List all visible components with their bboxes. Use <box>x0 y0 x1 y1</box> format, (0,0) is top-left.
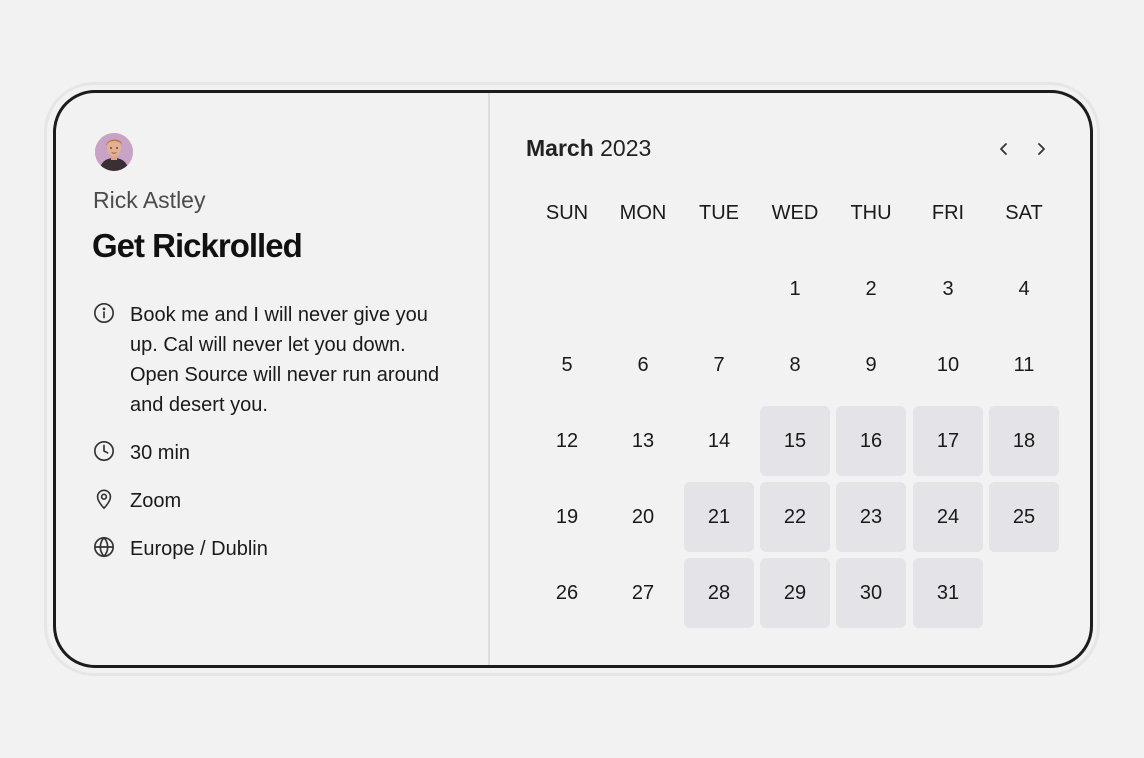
weekday-sun: SUN <box>545 202 589 224</box>
calendar-day: 8 <box>789 353 801 376</box>
calendar-day-available[interactable]: 23 <box>836 482 906 552</box>
booking-card <box>53 90 1093 668</box>
weekday-sat: SAT <box>1005 202 1043 224</box>
calendar-day-available[interactable]: 28 <box>684 558 754 628</box>
calendar-day: 7 <box>713 353 725 376</box>
calendar-day-available[interactable]: 15 <box>760 406 830 476</box>
calendar-day: 20 <box>631 505 655 528</box>
calendar-day: 10 <box>936 353 960 376</box>
event-duration-row <box>93 438 190 468</box>
calendar-day: 14 <box>707 429 731 452</box>
chevron-left-icon <box>997 142 1011 156</box>
calendar-day-available[interactable]: 31 <box>913 558 983 628</box>
event-title: Get Rickrolled <box>92 227 302 264</box>
event-description-row <box>93 300 450 420</box>
event-location: Zoom <box>130 490 182 512</box>
calendar-day-available[interactable]: 25 <box>989 482 1059 552</box>
event-location-row <box>93 486 181 516</box>
calendar-day-available[interactable]: 21 <box>684 482 754 552</box>
calendar-day-available[interactable]: 24 <box>913 482 983 552</box>
calendar-day: 1 <box>789 277 801 300</box>
calendar-day-available[interactable]: 30 <box>836 558 906 628</box>
clock-icon <box>93 440 115 462</box>
calendar-day: 3 <box>942 277 954 300</box>
event-duration: 30 min <box>130 442 191 464</box>
host-avatar <box>95 133 133 171</box>
info-icon <box>93 302 115 324</box>
weekday-thu: THU <box>850 202 892 224</box>
event-info-panel <box>56 93 490 665</box>
weekday-tue: TUE <box>699 202 739 224</box>
calendar-day-available[interactable]: 16 <box>836 406 906 476</box>
event-timezone: Europe / Dublin <box>130 538 268 560</box>
host-name: Rick Astley <box>93 187 206 213</box>
event-description: Book me and I will never give you up. Cal will never let you down. Open Source will never run around and desert you. <box>130 304 440 416</box>
calendar-day: 2 <box>865 277 877 300</box>
calendar-month-year <box>526 135 651 162</box>
calendar-panel <box>492 93 1090 665</box>
calendar-year: 2023 <box>600 135 652 161</box>
map-pin-icon <box>93 488 115 510</box>
weekday-wed: WED <box>771 202 819 224</box>
calendar-month: March <box>526 135 594 161</box>
calendar-day: 9 <box>865 353 877 376</box>
calendar-day-available[interactable]: 22 <box>760 482 830 552</box>
calendar-day-available[interactable]: 17 <box>913 406 983 476</box>
calendar-day: 19 <box>555 505 579 528</box>
calendar-day: 12 <box>555 429 579 452</box>
calendar-day: 4 <box>1018 277 1030 300</box>
weekday-mon: MON <box>619 202 667 224</box>
calendar-day: 26 <box>555 581 579 604</box>
calendar-day: 6 <box>637 353 649 376</box>
weekday-fri: FRI <box>931 202 965 224</box>
calendar-day-available[interactable]: 18 <box>989 406 1059 476</box>
calendar-day: 27 <box>631 581 655 604</box>
globe-icon <box>93 536 115 558</box>
previous-month-button[interactable] <box>992 137 1016 161</box>
event-timezone-row <box>93 534 268 564</box>
calendar-day: 11 <box>1013 353 1035 376</box>
calendar-day: 5 <box>561 353 573 376</box>
chevron-right-icon <box>1034 142 1048 156</box>
next-month-button[interactable] <box>1029 137 1053 161</box>
calendar-day: 13 <box>631 429 655 452</box>
calendar-day-available[interactable]: 29 <box>760 558 830 628</box>
